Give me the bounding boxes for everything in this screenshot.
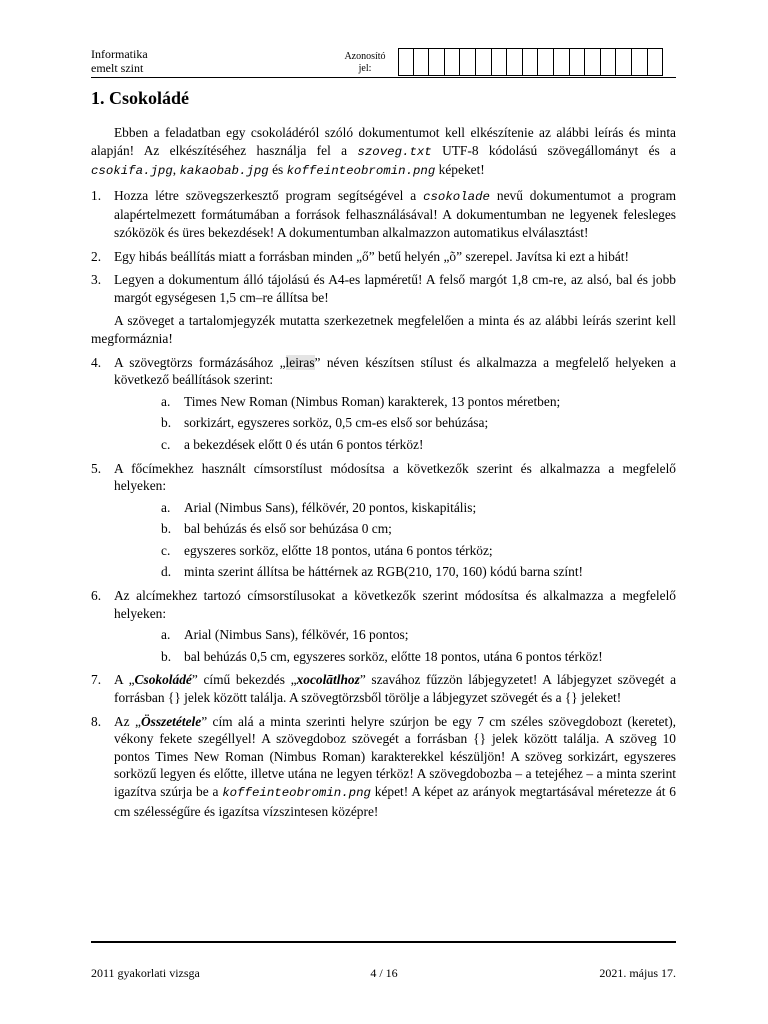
item-text: Az „Összetétele” cím alá a minta szerinti helyre szúrjon be egy 7 cm széles szövegdobozt (keretet), vékony fekete szegéllyel! A szövegdoboz szövegét a forrásban {} jelek között találja. A szöveg 10 pontos Times New Roman (Nimbus Roman) karakterekkel készüljön! A szöveg sorkizárt, egyszeres sorközű legyen és előtte, illetve utána ne legyen térköz! A szövegdobozba – a tetejéhez – a minta szerint igazítva szúrja be a koffeinteobromin.png képet! A képet az arányok megtartásával méretezze át 6 cm szélességűre és igazítsa vízszintesen középre! — [114, 713, 677, 819]
item-text: Legyen a dokumentum álló tájolású és A4-es lapméretű! A felső margót 1,8 cm-re, az alsó, bal és jobb margót egységesen 1,5 cm–re állítsa be! — [114, 272, 676, 305]
id-box — [507, 48, 523, 76]
task-item-5 — [91, 460, 676, 495]
id-box — [398, 48, 414, 76]
id-box — [585, 48, 601, 76]
task-item-2 — [91, 248, 676, 266]
footer-rule — [91, 941, 676, 943]
item-number: 7. — [91, 672, 102, 688]
id-box — [632, 48, 648, 76]
style-name-highlight: leiras — [285, 354, 315, 370]
subitem: b. sorkizárt, egyszeres sorköz, 0,5 cm-es első sor behúzása; — [161, 415, 489, 431]
item-number: 3. — [91, 272, 102, 288]
footer-exam-name: 2011 gyakorlati vizsga — [91, 966, 200, 980]
task-content — [91, 124, 676, 820]
item-number: 1. — [91, 187, 102, 203]
id-label: Azonosító jel: — [344, 51, 386, 74]
subitem: c. egyszeres sorköz, előtte 18 pontos, utána 6 pontos térköz; — [161, 542, 493, 558]
header-subject: Informatika — [91, 47, 148, 61]
filename: koffeinteobromin.png — [222, 786, 371, 800]
subitem: a. Arial (Nimbus Sans), félkövér, 16 pontos; — [161, 627, 409, 643]
header-rule — [91, 77, 676, 78]
id-box — [414, 48, 430, 76]
task-item-8 — [91, 713, 676, 821]
id-box — [554, 48, 570, 76]
filename: szoveg.txt — [357, 144, 432, 159]
subitem: b. bal behúzás és első sor behúzása 0 cm; — [161, 521, 392, 537]
item-text: A szövegtörzs formázásához „leiras” néven készítsen stílust és alkalmazza a megfelelő helyeken a következő beállítások szerint: — [114, 354, 676, 388]
subitem: b. bal behúzás 0,5 cm, egyszeres sorköz, előtte 18 pontos, utána 6 pontos térköz! — [161, 648, 603, 664]
task-item-1 — [91, 187, 676, 242]
item-text: A főcímekhez használt címsorstílust módosítsa a következők szerint és alkalmazza a megfelelő helyeken: — [114, 460, 676, 494]
id-box — [601, 48, 617, 76]
item-text: A „Csokoládé” című bekezdés „xocolātlhoz” szavához fűzzön lábjegyzetet! A lábjegyzet szövegét a forrásban {} jelek között találja. A szövegtörzsből törölje a lábjegyzet szövegét és a {} jeleket! — [114, 672, 677, 706]
id-boxes — [398, 48, 663, 76]
filename: kakaobab.jpg — [179, 164, 269, 179]
item-text: Hozza létre szövegszerkesztő program segítségével a csokolade nevű dokumentumot a program alapértelmezett formátumában a források felhasználásával! A dokumentumban ne legyenek felesleges szóközök és üres bekezdések! A dokumentumban alkalmazzon automatikus elválasztást! — [114, 187, 676, 240]
page-title: 1. Csokoládé — [91, 88, 190, 108]
id-box — [648, 48, 664, 76]
id-box — [616, 48, 632, 76]
id-box — [492, 48, 508, 76]
item-number: 2. — [91, 248, 102, 264]
item-text: Az alcímekhez tartozó címsorstílusokat a következők szerint módosítsa és alkalmazza a megfelelő helyeken: — [114, 588, 676, 621]
task-item-7 — [91, 671, 676, 706]
header-subject-block — [91, 47, 148, 75]
subitem: d. minta szerint állítsa be háttérnek az RGB(210, 170, 160) kódú barna színt! — [161, 564, 584, 580]
subitem: a. Arial (Nimbus Sans), félkövér, 20 pontos, kiskapitális; — [161, 499, 477, 515]
interlude-paragraph: A szöveget a tartalomjegyzék mutatta szerkezetnek megfelelően a minta és az alábbi leírás szerint kell megformáznia! — [91, 313, 676, 346]
subitem: a. Times New Roman (Nimbus Roman) karakterek, 13 pontos méretben; — [161, 393, 561, 409]
footer-page-number: 4 / 16 — [370, 966, 398, 980]
item-number: 5. — [91, 460, 102, 476]
task-item-4 — [91, 354, 676, 389]
filename: csokifa.jpg — [91, 164, 173, 179]
item-number: 8. — [91, 713, 102, 729]
id-box — [476, 48, 492, 76]
id-box — [570, 48, 586, 76]
header-level: emelt szint — [91, 61, 144, 75]
task-item-6 — [91, 587, 676, 622]
item-number: 6. — [91, 588, 102, 604]
filename: koffeinteobromin.png — [286, 164, 436, 179]
id-box — [460, 48, 476, 76]
id-box — [538, 48, 554, 76]
subitem: c. a bekezdések előtt 0 és után 6 pontos térköz! — [161, 436, 424, 452]
footer-date: 2021. május 17. — [599, 966, 676, 980]
item-number: 4. — [91, 354, 102, 370]
filename: csokolade — [423, 189, 490, 204]
id-box — [445, 48, 461, 76]
id-box — [429, 48, 445, 76]
id-box — [523, 48, 539, 76]
item-text: Egy hibás beállítás miatt a forrásban minden „ő” betű helyén „õ” szerepel. Javítsa ki ezt a hibát! — [114, 248, 629, 264]
intro-paragraph: Ebben a feladatban egy csokoládéról szóló dokumentumot kell elkészítenie az alábbi leírás és minta alapján! Az elkészítéséhez használja fel a szoveg.txt UTF-8 kódolású szövegállományt és a csokifa.jpg, kakaobab.jpg és koffeinteobromin.png képeket! — [91, 125, 676, 179]
task-item-3 — [91, 271, 676, 306]
